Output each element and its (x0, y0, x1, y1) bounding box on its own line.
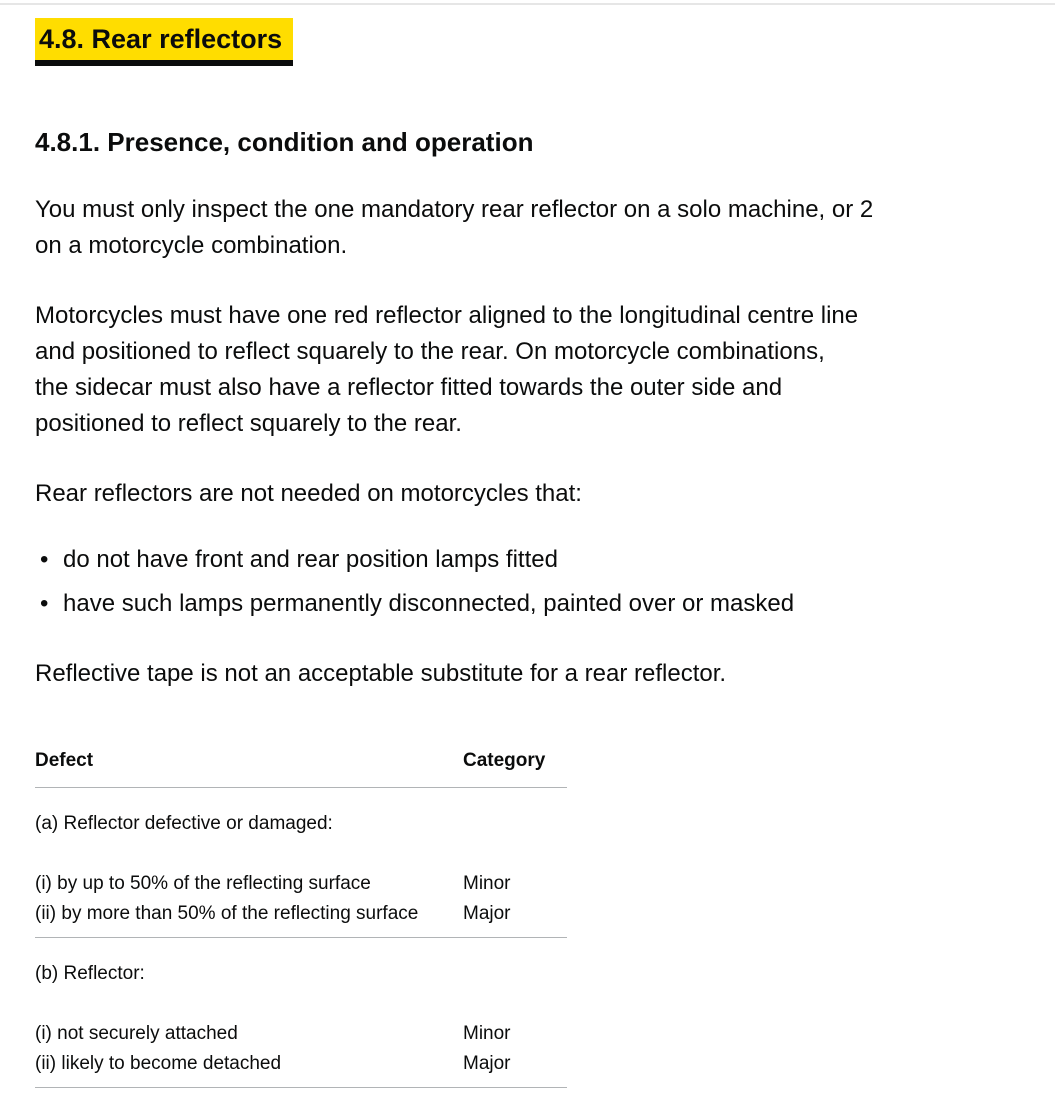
category-cell: Minor Major (463, 788, 567, 938)
paragraph-inspect-scope: You must only inspect the one mandatory rear reflector on a solo machine, or 2 on a motorcycle combination. (35, 196, 874, 259)
paragraph-not-needed-intro: Rear reflectors are not needed on motorcycles that: (35, 480, 582, 507)
column-header-category: Category (463, 738, 567, 788)
bullet-icon: • (40, 546, 49, 573)
paragraph-reflector-position: Motorcycles must have one red reflector aligned to the longitudinal centre line and positioned to reflect squarely to the rear. On motorcycle combinations, the sidecar must also have a reflector fitted towards the outer side and positioned to reflect squarely to the rear. (35, 302, 859, 437)
list-item-label: have such lamps permanently disconnected, painted over or masked (63, 590, 795, 617)
defect-cell: (b) Reflector: (i) not securely attached (ii) likely to become detached (35, 938, 463, 1088)
section-heading (35, 18, 990, 66)
list-item (35, 586, 990, 622)
subsection-heading: 4.8.1. Presence, condition and operation (35, 127, 534, 157)
paragraph-reflective-tape: Reflective tape is not an acceptable substitute for a rear reflector. (35, 660, 727, 687)
top-divider (0, 3, 1055, 5)
defect-table (35, 738, 567, 1088)
list-item-label: do not have front and rear position lamps fitted (63, 546, 558, 573)
section-heading-highlight: 4.8. Rear reflectors (35, 18, 293, 66)
table-row (35, 938, 567, 1088)
table-header-row (35, 738, 567, 788)
content-column (0, 18, 1055, 1088)
table-row (35, 788, 567, 938)
list-item (35, 542, 990, 578)
bullet-icon: • (40, 590, 49, 617)
category-cell: Minor Major (463, 938, 567, 1088)
exemption-list (35, 542, 990, 622)
defect-cell: (a) Reflector defective or damaged: (i) by up to 50% of the reflecting surface (ii) by more than 50% of the reflecting surface (35, 788, 463, 938)
column-header-defect: Defect (35, 738, 463, 788)
